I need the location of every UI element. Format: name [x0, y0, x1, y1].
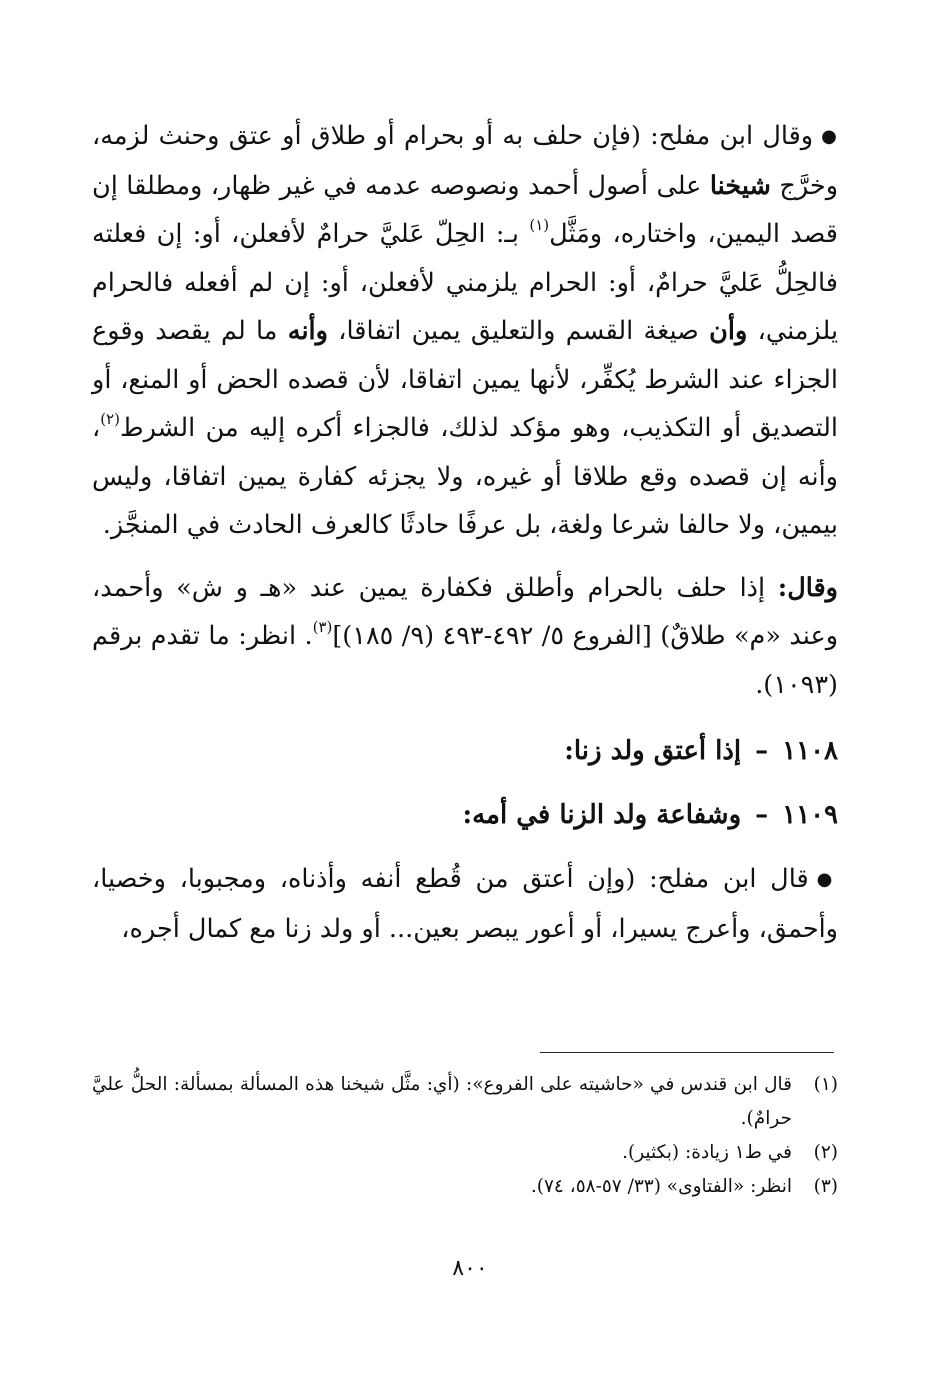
footnote-text: انظر: «الفتاوى» (٣٣/ ٥٧-٥٨، ٧٤). [530, 1176, 792, 1197]
paragraph-text: . انظر: ما تقدم برقم (١٠٩٣). [92, 621, 838, 700]
footnote-text: في ط١ زيادة: (بكثير). [622, 1142, 792, 1163]
paragraph-text: ما لم يقصد وقوع الجزاء عند الشرط يُكفِّر، لأنها يمين اتفاقا، لأن قصده الحض أو المنع، أو التصديق أو التكذيب، وهو مؤكد لذلك، فالجزاء أكره إليه من الشرط [92, 316, 838, 443]
paragraph-ibn-muflih-oath [92, 112, 838, 550]
footnote-number: (٢) [813, 1142, 838, 1163]
section-number: ١١٠٨ [782, 736, 838, 766]
footnote-number: (١) [813, 1074, 838, 1095]
footnote-ref-3[interactable]: (٣) [312, 618, 333, 636]
section-heading-1109 [92, 791, 838, 839]
section-heading-1108 [92, 727, 838, 775]
paragraph-text: قال ابن مفلح: (وإن أعتق من قُطع أنفه وأذناه، ومجبوبا، وخصيا، وأحمق، وأعرج يسيرا، أو أعور يبصر بعين... أو ولد زنا مع كمال أجره، [92, 864, 838, 944]
footnotes [92, 1068, 838, 1204]
footnote-ref-2[interactable]: (٢) [100, 410, 121, 428]
section-dash: – [755, 800, 769, 830]
paragraph-text: على أصول أحمد ونصوصه عدمه في غير ظهار، ومطلقا إن قصد اليمين، واختاره، ومَثَّل [92, 170, 838, 249]
paragraph-text: صيغة القسم والتعليق يمين اتفاقا، [338, 316, 699, 346]
bullet-icon: ● [821, 126, 838, 147]
main-text [92, 112, 838, 953]
emphasis-term: وأن [709, 316, 748, 346]
bullet-icon: ● [816, 869, 838, 890]
footnote-divider [540, 1052, 834, 1053]
footnote-ref-1[interactable]: (١) [529, 216, 550, 234]
section-title: وشفاعة ولد الزنا في أمه: [462, 800, 742, 830]
shaykh-term: شيخنا [709, 170, 771, 201]
emphasis-term: وأنه [287, 316, 328, 346]
paragraph-text: ، وأنه إن قصده وقع طلاقا أو غيره، ولا يجزئه كفارة يمين اتفاقا، وليس بيمين، ولا حالفا شرعا ولغة، بل عرفًا حادثًا كالعرف الحادث في المنجَّز. [92, 413, 838, 540]
footnote-2 [92, 1136, 838, 1170]
footnote-1 [92, 1068, 838, 1136]
paragraph-lead: وقال: [777, 572, 838, 603]
section-number: ١١٠٩ [782, 800, 838, 830]
section-dash: – [755, 736, 769, 766]
footnote-text: قال ابن قندس في «حاشيته على الفروع»: (أي: مثَّل شيخنا هذه المسألة بمسألة: الحلُّ عليَّ حرامٌ). [92, 1074, 792, 1129]
paragraph-text: إذا حلف بالحرام وأطلق فكفارة يمين عند «هـ و ش» وأحمد، وعند «م» طلاقٌ) [الفروع ٥/ ٤٩٢-٤٩٣ (٩/ ١٨٥)] [92, 572, 839, 651]
footnote-number: (٣) [813, 1176, 838, 1197]
section-title: إذا أعتق ولد زنا: [564, 736, 742, 766]
paragraph-manumission [92, 855, 838, 953]
paragraph-text: وقال ابن مفلح: (فإن حلف به أو بحرام أو طلاق أو عتق وحنث لزمه، وخرَّج [92, 121, 839, 201]
paragraph-text: بـ: الحِلّ عَليَّ حرامٌ لأفعلن، أو: إن فعلته فالحِلُّ عَليَّ حرامٌ، أو: الحرام يلزمني لأفعلن، أو: إن لم أفعله فالحرام يلزمني، [92, 219, 839, 346]
paragraph-haram-oath [92, 564, 838, 710]
page-number: ٨٠٠ [452, 1256, 488, 1281]
footnote-3 [92, 1170, 838, 1204]
